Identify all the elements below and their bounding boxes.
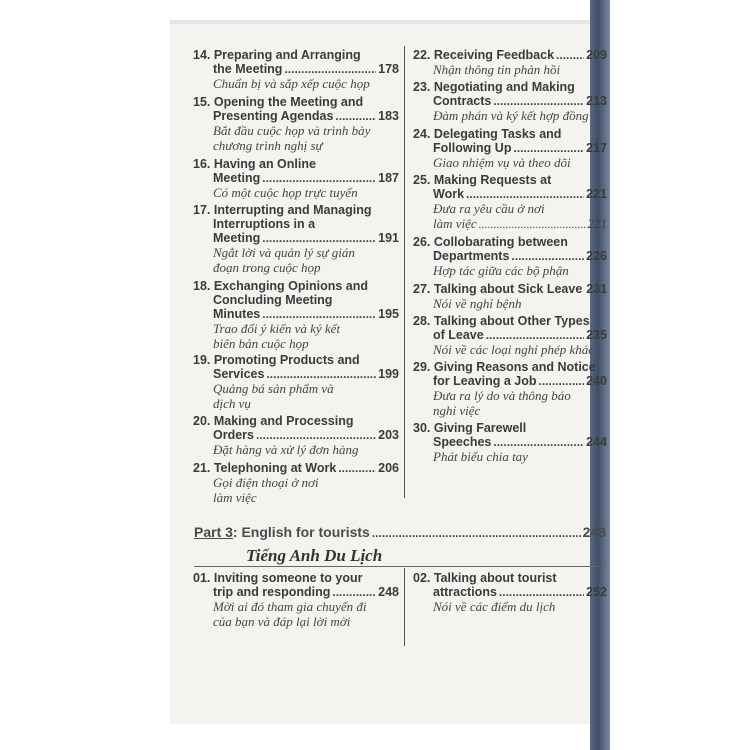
entry-translation: Gọi điện thoại ở nơi (213, 475, 319, 490)
entry-translation-page: 221 (587, 216, 607, 231)
entry-page-number: 235 (586, 328, 607, 342)
entry-title: 16. Having an Online (193, 157, 316, 171)
toc-entry[interactable] (413, 48, 607, 77)
toc-entry[interactable] (413, 235, 607, 278)
entry-translation: Quảng bá sản phẩm và (213, 381, 334, 396)
entry-page-number: 209 (586, 48, 607, 62)
toc-entry[interactable] (193, 48, 399, 91)
entry-translation: làm việc (213, 490, 257, 505)
part3-page: 248 (582, 524, 606, 540)
toc-entry[interactable] (193, 95, 399, 153)
entry-title: Orders (213, 428, 254, 442)
entry-title: 27. Talking about Sick Leave (413, 282, 583, 296)
entry-translation: Nói về các loại nghỉ phép khác (433, 342, 595, 357)
entry-translation: Giao nhiệm vụ và theo dõi (433, 155, 571, 170)
entry-title: the Meeting (213, 62, 283, 76)
entry-page-number: 178 (378, 62, 399, 76)
column-divider (404, 46, 405, 498)
entry-translation: làm việc (433, 216, 477, 231)
entry-title: 01. Inviting someone to your (193, 571, 363, 585)
entry-translation: dịch vụ (213, 396, 251, 411)
entry-translation: Bắt đầu cuộc họp và trình bày (213, 123, 371, 138)
toc-entry[interactable] (193, 157, 399, 200)
toc-entry[interactable] (413, 173, 607, 232)
entry-title: Meeting (213, 231, 261, 245)
toc-entry[interactable] (413, 360, 607, 418)
toc-entry[interactable] (193, 461, 399, 505)
entry-title: Services (213, 367, 265, 381)
entry-title: 18. Exchanging Opinions and (193, 279, 369, 293)
toc-entry[interactable] (413, 314, 607, 357)
entry-title: for Leaving a Job (433, 374, 537, 388)
entry-translation: Nhận thông tin phản hồi (433, 62, 561, 77)
entry-title: Meeting (213, 171, 261, 185)
entry-title: 25. Making Requests at (413, 173, 552, 187)
entry-page-number: 231 (586, 282, 608, 296)
entry-page-number: 240 (586, 374, 607, 388)
toc-entry[interactable] (193, 571, 399, 629)
entry-translation: đoạn trong cuộc họp (213, 260, 321, 275)
entry-title: attractions (433, 585, 497, 599)
toc-entry[interactable] (413, 421, 607, 464)
toc-entry[interactable] (413, 571, 607, 614)
entry-title: 02. Talking about tourist (413, 571, 557, 585)
entry-title: Minutes (213, 307, 261, 321)
entry-translation: Phát biểu chia tay (433, 449, 528, 464)
entry-title: Contracts (433, 94, 492, 108)
entry-page-number: 206 (378, 461, 399, 475)
entry-title: trip and responding (213, 585, 331, 599)
entry-title: 19. Promoting Products and (193, 353, 360, 367)
entry-title: 22. Receiving Feedback (413, 48, 555, 62)
entry-translation: Nói về nghỉ bệnh (433, 296, 522, 311)
entry-page-number: 195 (378, 307, 399, 321)
entry-page-number: 217 (586, 141, 607, 155)
entry-page-number: 199 (378, 367, 399, 381)
toc-entry[interactable] (193, 279, 399, 351)
entry-title: Following Up (433, 141, 512, 155)
toc-entry[interactable] (413, 127, 607, 170)
entry-title: 15. Opening the Meeting and (193, 95, 364, 109)
entry-translation: Đàm phán và ký kết hợp đồng (433, 108, 589, 123)
entry-translation: Đưa ra yêu cầu ở nơi (433, 201, 545, 216)
entry-title: Concluding Meeting (213, 293, 333, 307)
part3-rule (194, 566, 606, 567)
entry-title: 20. Making and Processing (193, 414, 354, 428)
entry-translation: Có một cuộc họp trực tuyến (213, 185, 358, 200)
entry-page-number: 213 (586, 94, 607, 108)
entry-title: 14. Preparing and Arranging (193, 48, 361, 62)
toc-entry[interactable] (413, 80, 607, 123)
column-divider-part3 (404, 568, 405, 646)
entry-translation: Ngắt lời và quản lý sự gián (213, 245, 355, 260)
entry-title: 24. Delegating Tasks and (413, 127, 562, 141)
entry-title: Presenting Agendas (213, 109, 334, 123)
entry-page-number: 252 (586, 585, 607, 599)
entry-title: Speeches (433, 435, 492, 449)
entry-page-number: 244 (586, 435, 607, 449)
entry-title: Interruptions in a (213, 217, 316, 231)
entry-translation: Mời ai đó tham gia chuyến đi (213, 599, 367, 614)
entry-translation: Đưa ra lý do và thông báo (433, 388, 571, 403)
entry-title: Work (433, 187, 465, 201)
entry-title: 23. Negotiating and Making (413, 80, 575, 94)
part3-subtitle: Tiếng Anh Du Lịch (246, 546, 383, 565)
entry-title: 29. Giving Reasons and Notice (413, 360, 596, 374)
entry-page-number: 248 (378, 585, 399, 599)
entry-page-number: 221 (586, 187, 607, 201)
entry-translation: Chuẩn bị và sắp xếp cuộc họp (213, 76, 370, 91)
entry-title: 28. Talking about Other Types (413, 314, 590, 328)
entry-title: Departments (433, 249, 510, 263)
part3-heading (194, 524, 606, 540)
entry-page-number: 183 (378, 109, 399, 123)
entry-title: 17. Interrupting and Managing (193, 203, 372, 217)
toc-entry[interactable] (413, 282, 607, 311)
toc-entry[interactable] (193, 414, 399, 457)
entry-title: 21. Telephoning at Work (193, 461, 337, 475)
entry-page-number: 203 (378, 428, 399, 442)
entry-translation: Nói về các điểm du lịch (433, 599, 556, 614)
entry-page-number: 226 (586, 249, 607, 263)
toc-entry[interactable] (193, 353, 399, 411)
entry-page-number: 187 (378, 171, 399, 185)
entry-title: 30. Giving Farewell (413, 421, 527, 435)
entry-page-number: 191 (378, 231, 399, 245)
toc-entry[interactable] (193, 203, 399, 275)
entry-title: of Leave (433, 328, 484, 342)
entry-title: 26. Collobarating between (413, 235, 568, 249)
entry-translation: nghỉ việc (433, 403, 481, 418)
part3-label: Part 3 (194, 524, 233, 540)
entry-translation: Hợp tác giữa các bộ phận (433, 263, 569, 278)
entry-translation: biên bản cuộc họp (213, 336, 309, 351)
entry-translation: Trao đổi ý kiến và ký kết (213, 321, 341, 336)
entry-translation: chương trình nghị sự (213, 138, 323, 153)
entry-translation: của bạn và đáp lại lời mời (213, 614, 351, 629)
part3-title: : English for tourists (232, 524, 370, 540)
entry-translation: Đặt hàng và xử lý đơn hàng (213, 442, 359, 457)
